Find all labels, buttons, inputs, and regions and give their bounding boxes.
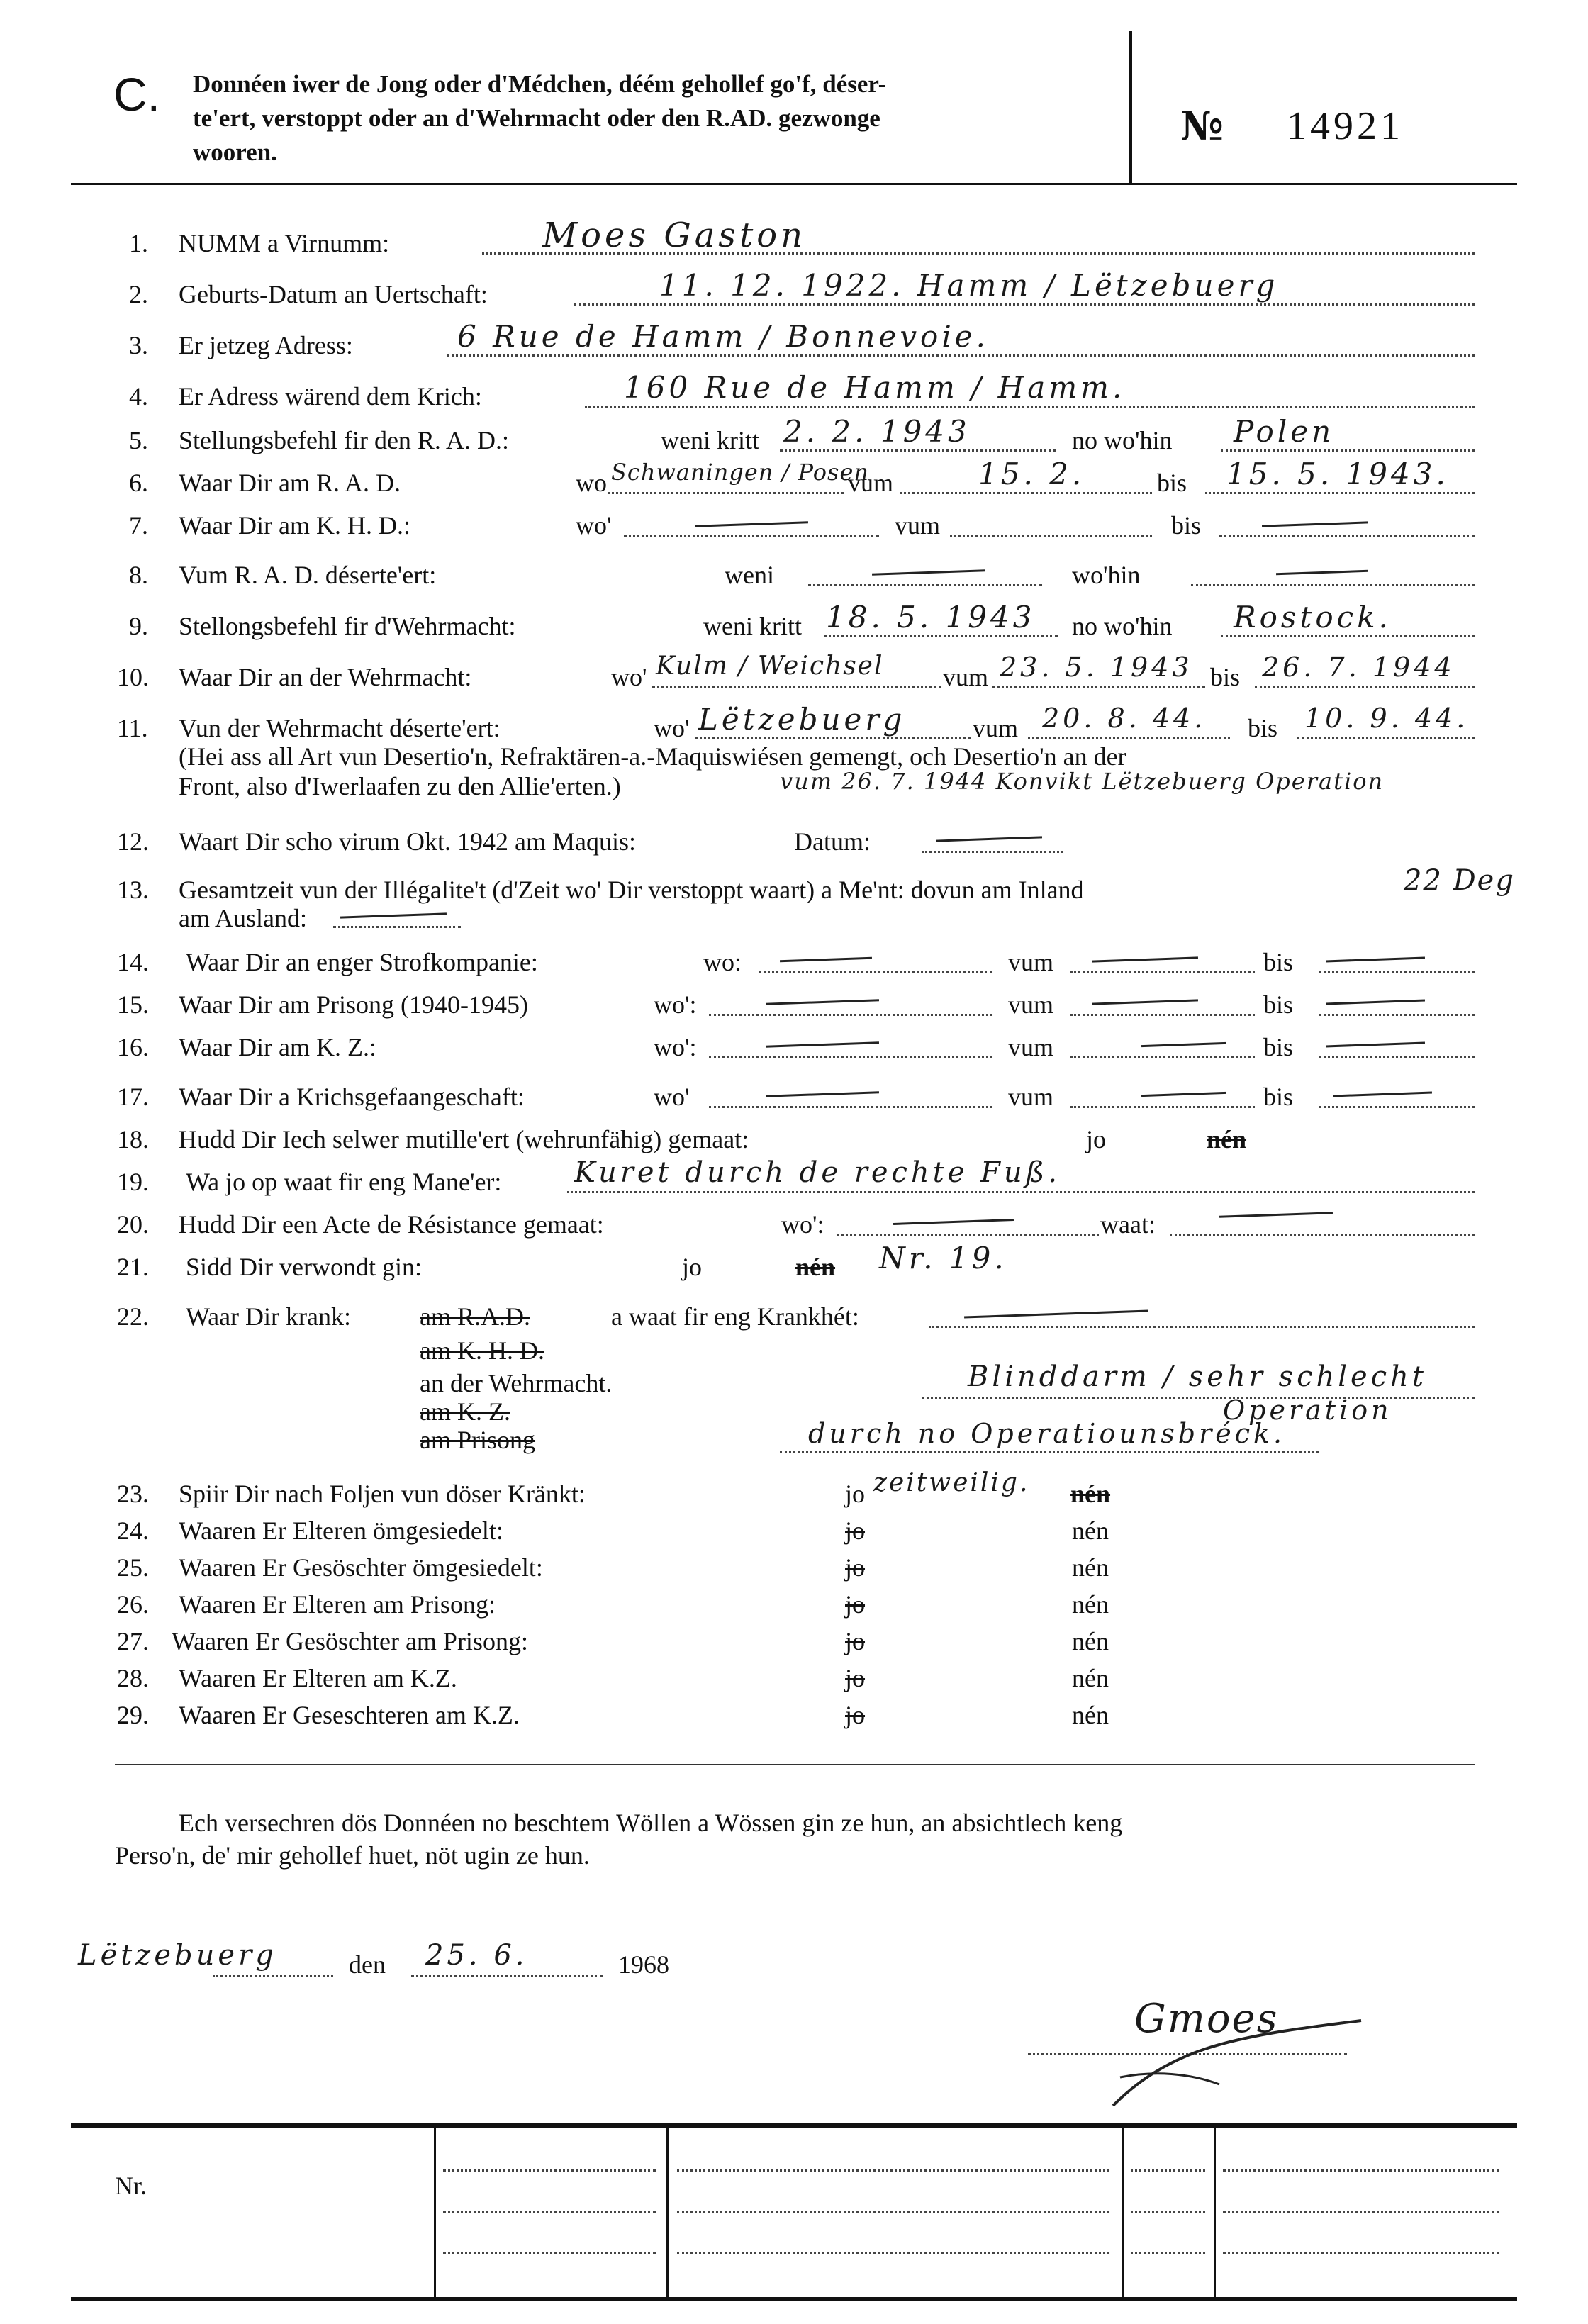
field-23-jo: jo (845, 1480, 866, 1508)
footer-dots-2a (677, 2169, 1109, 2172)
header-line-3: wooren. (193, 138, 277, 166)
field-11-from: 20. 8. 44. (1042, 703, 1207, 734)
field-21-number: 21. (117, 1253, 149, 1281)
field-10-to-line (1255, 686, 1475, 688)
field-14-to-dash (1326, 957, 1425, 963)
field-14-wo: wo: (703, 948, 742, 976)
field-23-nen: nén (1070, 1480, 1111, 1508)
field-16-wo: wo': (654, 1033, 697, 1061)
field-14-vum: vum (1008, 948, 1054, 976)
field-16-bis: bis (1263, 1033, 1294, 1061)
field-28-number: 28. (117, 1664, 149, 1692)
footer-bottom-rule (71, 2297, 1517, 2301)
field-23-number: 23. (117, 1480, 149, 1508)
field-16-vum: vum (1008, 1033, 1054, 1061)
field-2-line (574, 303, 1475, 306)
field-5-label: Stellungsbefehl fir den R. A. D.: (179, 426, 509, 454)
field-17-to-dash (1333, 1092, 1432, 1097)
field-16-to-line (1319, 1056, 1475, 1058)
field-6-number: 6. (129, 469, 148, 497)
field-13-ausland-line (333, 926, 461, 928)
field-22-option-kz: am K. Z. (420, 1397, 510, 1426)
field-24-label: Waaren Er Elteren ömgesiedelt: (179, 1516, 503, 1545)
field-6-to: 15. 5. 1943. (1226, 457, 1449, 491)
field-5-date-line (780, 449, 1056, 452)
field-11-to: 10. 9. 44. (1304, 703, 1469, 734)
field-13-value: 22 Deg (1404, 864, 1515, 897)
signature-handwritten: Gmoes (1134, 1996, 1279, 2042)
field-15-from-line (1070, 1014, 1255, 1016)
signature-year: 1968 (618, 1950, 669, 1979)
field-9-label: Stellongsbefehl fir d'Wehrmacht: (179, 612, 516, 640)
declaration-rule (115, 1764, 1475, 1765)
field-9-date-line (824, 635, 1058, 637)
field-16-place-line (709, 1056, 992, 1058)
field-17-bis: bis (1263, 1083, 1294, 1111)
field-9-weni: weni kritt (703, 612, 802, 640)
field-10-label: Waar Dir an der Wehrmacht: (179, 663, 472, 691)
field-25-nen: nén (1072, 1553, 1109, 1582)
field-24-jo: jo (845, 1516, 866, 1545)
field-25-label: Waaren Er Gesöschter ömgesiedelt: (179, 1553, 543, 1582)
field-1-value: Moes Gaston (542, 216, 807, 255)
field-5-nowohin: no wo'hin (1072, 426, 1173, 454)
field-9-date: 18. 5. 1943 (826, 600, 1036, 635)
field-11-bis: bis (1248, 714, 1278, 742)
field-22-value-2: Operation (1223, 1395, 1392, 1426)
field-24-nen: nén (1072, 1516, 1109, 1545)
field-22-value-1: Blinddarm / sehr schlecht (968, 1361, 1427, 1393)
field-19-number: 19. (117, 1168, 149, 1196)
field-11-number: 11. (117, 714, 148, 742)
field-23-value: zeitweilig. (873, 1468, 1030, 1497)
field-21-label: Sidd Dir verwondt gin: (186, 1253, 422, 1281)
footer-dots-4b (1223, 2211, 1499, 2213)
field-4-label: Er Adress wärend dem Krich: (179, 382, 482, 410)
header-divider (1129, 31, 1132, 183)
field-14-place-dash (780, 957, 872, 963)
field-6-bis: bis (1157, 469, 1187, 497)
field-15-to-dash (1326, 1000, 1425, 1005)
field-18-nen: nén (1207, 1125, 1247, 1153)
footer-dots-2c (677, 2252, 1109, 2254)
field-15-label: Waar Dir am Prisong (1940-1945) (179, 990, 528, 1019)
field-22-option-rad: am R.A.D. (420, 1302, 530, 1331)
signature-flourish (1092, 2006, 1390, 2113)
form-number: 14921 (1287, 104, 1404, 148)
field-4-value: 160 Rue de Hamm / Hamm. (624, 370, 1126, 405)
field-28-nen: nén (1072, 1664, 1109, 1692)
field-10-from-line (992, 686, 1205, 688)
field-1-label: NUMM a Virnumm: (179, 229, 390, 257)
field-9-nowohin: no wo'hin (1072, 612, 1173, 640)
field-8-place-line (1191, 584, 1475, 586)
field-22-value-3: durch no Operatiounsbréck. (808, 1418, 1286, 1449)
field-13-ausland-dash (340, 912, 447, 918)
field-6-place-line (608, 492, 844, 494)
field-22-option-prisong: am Prisong (420, 1426, 536, 1454)
field-22-number: 22. (117, 1302, 149, 1331)
field-10-to: 26. 7. 1944 (1262, 652, 1455, 683)
field-17-place-dash (766, 1091, 879, 1097)
field-8-date-dash (872, 569, 985, 576)
field-12-line (922, 851, 1063, 853)
field-10-vum: vum (943, 663, 989, 691)
field-11-to-line (1297, 737, 1475, 739)
field-13-ausland: am Ausland: (179, 904, 307, 932)
field-20-what-dash (1219, 1212, 1333, 1218)
field-17-from-line (1070, 1106, 1255, 1108)
field-7-wo: wo' (576, 511, 612, 540)
field-22-option-khd: am K. H. D. (420, 1336, 544, 1365)
field-7-to-line (1219, 535, 1475, 537)
footer-nr-label: Nr. (115, 2172, 147, 2200)
field-3-line (447, 354, 1475, 357)
field-17-from-dash (1141, 1092, 1226, 1097)
field-25-number: 25. (117, 1553, 149, 1582)
field-11-place: Lëtzebuerg (698, 702, 906, 737)
field-8-number: 8. (129, 561, 148, 589)
footer-col-4 (1214, 2127, 1216, 2297)
field-4-number: 4. (129, 382, 148, 410)
field-12-dash (936, 836, 1042, 842)
field-18-number: 18. (117, 1125, 149, 1153)
field-6-wo: wo (576, 469, 607, 497)
field-29-label: Waaren Er Geseschteren am K.Z. (179, 1701, 520, 1729)
field-17-wo: wo' (654, 1083, 690, 1111)
field-18-jo: jo (1086, 1125, 1107, 1153)
footer-col-3 (1122, 2127, 1124, 2297)
field-14-label: Waar Dir an enger Strofkompanie: (186, 948, 538, 976)
field-20-what-line (1170, 1234, 1475, 1236)
field-22-label: Waar Dir krank: (186, 1302, 351, 1331)
signature-den: den (349, 1950, 386, 1979)
header-rule (71, 183, 1517, 185)
field-8-label: Vum R. A. D. déserte'ert: (179, 561, 437, 589)
field-1-number: 1. (129, 229, 148, 257)
field-16-place-dash (766, 1041, 879, 1048)
field-7-to-dash (1262, 521, 1368, 527)
field-15-place-line (709, 1014, 992, 1016)
field-11-note-2: Front, also d'Iwerlaafen zu den Allie'erten.) (179, 772, 621, 800)
field-11-vum: vum (973, 714, 1019, 742)
footer-dots-1a (443, 2169, 656, 2172)
footer-col-2 (666, 2127, 669, 2297)
field-17-vum: vum (1008, 1083, 1054, 1111)
field-14-place-line (759, 971, 992, 973)
field-8-date-line (808, 584, 1042, 586)
field-7-number: 7. (129, 511, 148, 540)
field-5-date: 2. 2. 1943 (783, 414, 971, 449)
field-6-vum: vum (848, 469, 894, 497)
field-24-number: 24. (117, 1516, 149, 1545)
declaration-line-2: Perso'n, de' mir gehollef huet, nöt ugin ze hun. (115, 1841, 590, 1870)
header-line-2: te'ert, verstoppt oder an d'Wehrmacht oder den R.AD. gezwonge (193, 104, 880, 132)
field-20-waat: waat: (1100, 1210, 1156, 1239)
field-10-from: 23. 5. 1943 (1000, 652, 1193, 683)
field-5-place-line (1221, 449, 1475, 452)
field-17-to-line (1319, 1106, 1475, 1108)
field-5-number: 5. (129, 426, 148, 454)
field-5-weni: weni kritt (661, 426, 759, 454)
field-6-place: Schwaningen / Posen (611, 459, 869, 486)
field-22-dash-1 (964, 1309, 1148, 1318)
signature-date: 25. 6. (425, 1939, 528, 1972)
field-2-value: 11. 12. 1922. Hamm / Lëtzebuerg (659, 268, 1279, 303)
field-14-from-dash (1092, 956, 1198, 962)
footer-dots-2b (677, 2211, 1109, 2213)
field-6-from-line (900, 492, 1152, 494)
footer-dots-3b (1131, 2211, 1205, 2213)
field-11-from-line (1028, 737, 1230, 739)
field-6-to-line (1205, 492, 1475, 494)
field-12-datum: Datum: (794, 827, 871, 856)
field-3-number: 3. (129, 331, 148, 359)
field-4-line (585, 406, 1475, 408)
field-16-from-dash (1141, 1042, 1226, 1047)
field-3-value: 6 Rue de Hamm / Bonnevoie. (457, 319, 989, 354)
field-21-jo: jo (682, 1253, 703, 1281)
field-16-to-dash (1326, 1042, 1425, 1048)
field-26-number: 26. (117, 1590, 149, 1619)
field-22-question: a waat fir eng Krankhét: (611, 1302, 859, 1331)
signature-place-line (213, 1975, 333, 1977)
field-7-vum: vum (895, 511, 941, 540)
field-14-number: 14. (117, 948, 149, 976)
field-19-value: Kuret durch de rechte Fuß. (574, 1156, 1061, 1189)
field-20-number: 20. (117, 1210, 149, 1239)
field-9-place: Rostock. (1234, 600, 1392, 635)
field-11-note-1: (Hei ass all Art vun Desertio'n, Refraktären-a.-Maquiswiésen gemengt, och Desertio'n an der (179, 742, 1126, 771)
field-3-label: Er jetzeg Adress: (179, 331, 353, 359)
field-20-place-line (837, 1234, 1099, 1236)
footer-top-rule (71, 2123, 1517, 2128)
field-6-from: 15. 2. (978, 457, 1085, 491)
field-26-nen: nén (1072, 1590, 1109, 1619)
field-15-to-line (1319, 1014, 1475, 1016)
field-16-label: Waar Dir am K. Z.: (179, 1033, 376, 1061)
field-28-jo: jo (845, 1664, 866, 1692)
field-10-number: 10. (117, 663, 149, 691)
field-8-wohin: wo'hin (1072, 561, 1141, 589)
field-21-value: Nr. 19. (879, 1241, 1007, 1275)
field-6-label: Waar Dir am R. A. D. (179, 469, 401, 497)
field-8-weni: weni (725, 561, 774, 589)
field-20-place-dash (893, 1219, 1014, 1225)
field-27-jo: jo (845, 1627, 866, 1655)
footer-dots-4a (1223, 2169, 1499, 2172)
field-5-place: Polen (1234, 414, 1335, 449)
field-7-place-dash (695, 521, 808, 527)
field-21-nen: nén (795, 1253, 836, 1281)
field-26-label: Waaren Er Elteren am Prisong: (179, 1590, 496, 1619)
field-15-bis: bis (1263, 990, 1294, 1019)
field-16-from-line (1070, 1056, 1255, 1058)
field-29-nen: nén (1072, 1701, 1109, 1729)
footer-col-1 (434, 2127, 436, 2297)
signature-place: Lëtzebuerg (78, 1939, 277, 1972)
field-28-label: Waaren Er Elteren am K.Z. (179, 1664, 457, 1692)
field-15-wo: wo': (654, 990, 697, 1019)
field-22-line-3 (780, 1451, 1319, 1453)
field-9-number: 9. (129, 612, 148, 640)
field-12-number: 12. (117, 827, 149, 856)
field-13-label: Gesamtzeit vun der Illégalite't (d'Zeit wo' Dir verstoppt waart) a Me'nt: dovun am Inland (179, 876, 1084, 904)
signature-date-line (411, 1975, 603, 1977)
field-18-label: Hudd Dir Iech selwer mutille'ert (wehrunfähig) gemaat: (179, 1125, 749, 1153)
field-26-jo: jo (845, 1590, 866, 1619)
field-25-jo: jo (845, 1553, 866, 1582)
field-17-number: 17. (117, 1083, 149, 1111)
field-29-number: 29. (117, 1701, 149, 1729)
field-29-jo: jo (845, 1701, 866, 1729)
footer-dots-3c (1131, 2252, 1205, 2254)
field-12-label: Waart Dir scho virum Okt. 1942 am Maquis: (179, 827, 636, 856)
field-9-place-line (1221, 635, 1475, 637)
field-19-line (567, 1191, 1475, 1193)
field-14-to-line (1319, 971, 1475, 973)
field-15-from-dash (1092, 999, 1198, 1005)
field-7-bis: bis (1171, 511, 1202, 540)
field-23-label: Spiir Dir nach Foljen vun döser Kränkt: (179, 1480, 586, 1508)
field-11-note-value: vum 26. 7. 1944 Konvikt Lëtzebuerg Operation (780, 768, 1385, 795)
field-22-option-wehrmacht: an der Wehrmacht. (420, 1369, 613, 1397)
number-symbol: № (1180, 103, 1224, 150)
field-17-label: Waar Dir a Krichsgefaangeschaft: (179, 1083, 525, 1111)
field-8-place-dash (1276, 570, 1368, 576)
field-14-from-line (1070, 971, 1255, 973)
field-17-place-line (709, 1106, 992, 1108)
field-11-wo: wo' (654, 714, 690, 742)
field-2-number: 2. (129, 280, 148, 308)
field-10-place: Kulm / Weichsel (656, 652, 884, 681)
field-27-number: 27. (117, 1627, 149, 1655)
field-11-label: Vun der Wehrmacht déserte'ert: (179, 714, 501, 742)
field-10-bis: bis (1210, 663, 1241, 691)
header-line-1: Donnéen iwer de Jong oder d'Médchen, déém gehollef go'f, déser- (193, 70, 887, 98)
footer-dots-4c (1223, 2252, 1499, 2254)
footer-dots-3a (1131, 2169, 1205, 2172)
section-letter: C. (113, 68, 160, 121)
footer-dots-1c (443, 2252, 656, 2254)
field-13-number: 13. (117, 876, 149, 904)
field-20-label: Hudd Dir een Acte de Résistance gemaat: (179, 1210, 604, 1239)
field-19-label: Wa jo op waat fir eng Mane'er: (186, 1168, 502, 1196)
field-27-nen: nén (1072, 1627, 1109, 1655)
field-14-bis: bis (1263, 948, 1294, 976)
field-22-line-1 (929, 1326, 1475, 1328)
field-27-label: Waaren Er Gesöschter am Prisong: (172, 1627, 528, 1655)
declaration-line-1: Ech versechren dös Donnéen no beschtem Wöllen a Wössen gin ze hun, an absichtlech keng (179, 1809, 1123, 1837)
field-10-place-line (652, 686, 941, 688)
field-7-label: Waar Dir am K. H. D.: (179, 511, 411, 540)
field-16-number: 16. (117, 1033, 149, 1061)
field-15-number: 15. (117, 990, 149, 1019)
field-10-wo: wo' (611, 663, 647, 691)
field-2-label: Geburts-Datum an Uertschaft: (179, 280, 488, 308)
footer-dots-1b (443, 2211, 656, 2213)
field-15-place-dash (766, 999, 879, 1005)
field-11-place-line (695, 737, 971, 739)
field-15-vum: vum (1008, 990, 1054, 1019)
field-7-from-line (950, 535, 1152, 537)
field-20-wo: wo': (781, 1210, 824, 1239)
field-7-place-line (624, 535, 879, 537)
